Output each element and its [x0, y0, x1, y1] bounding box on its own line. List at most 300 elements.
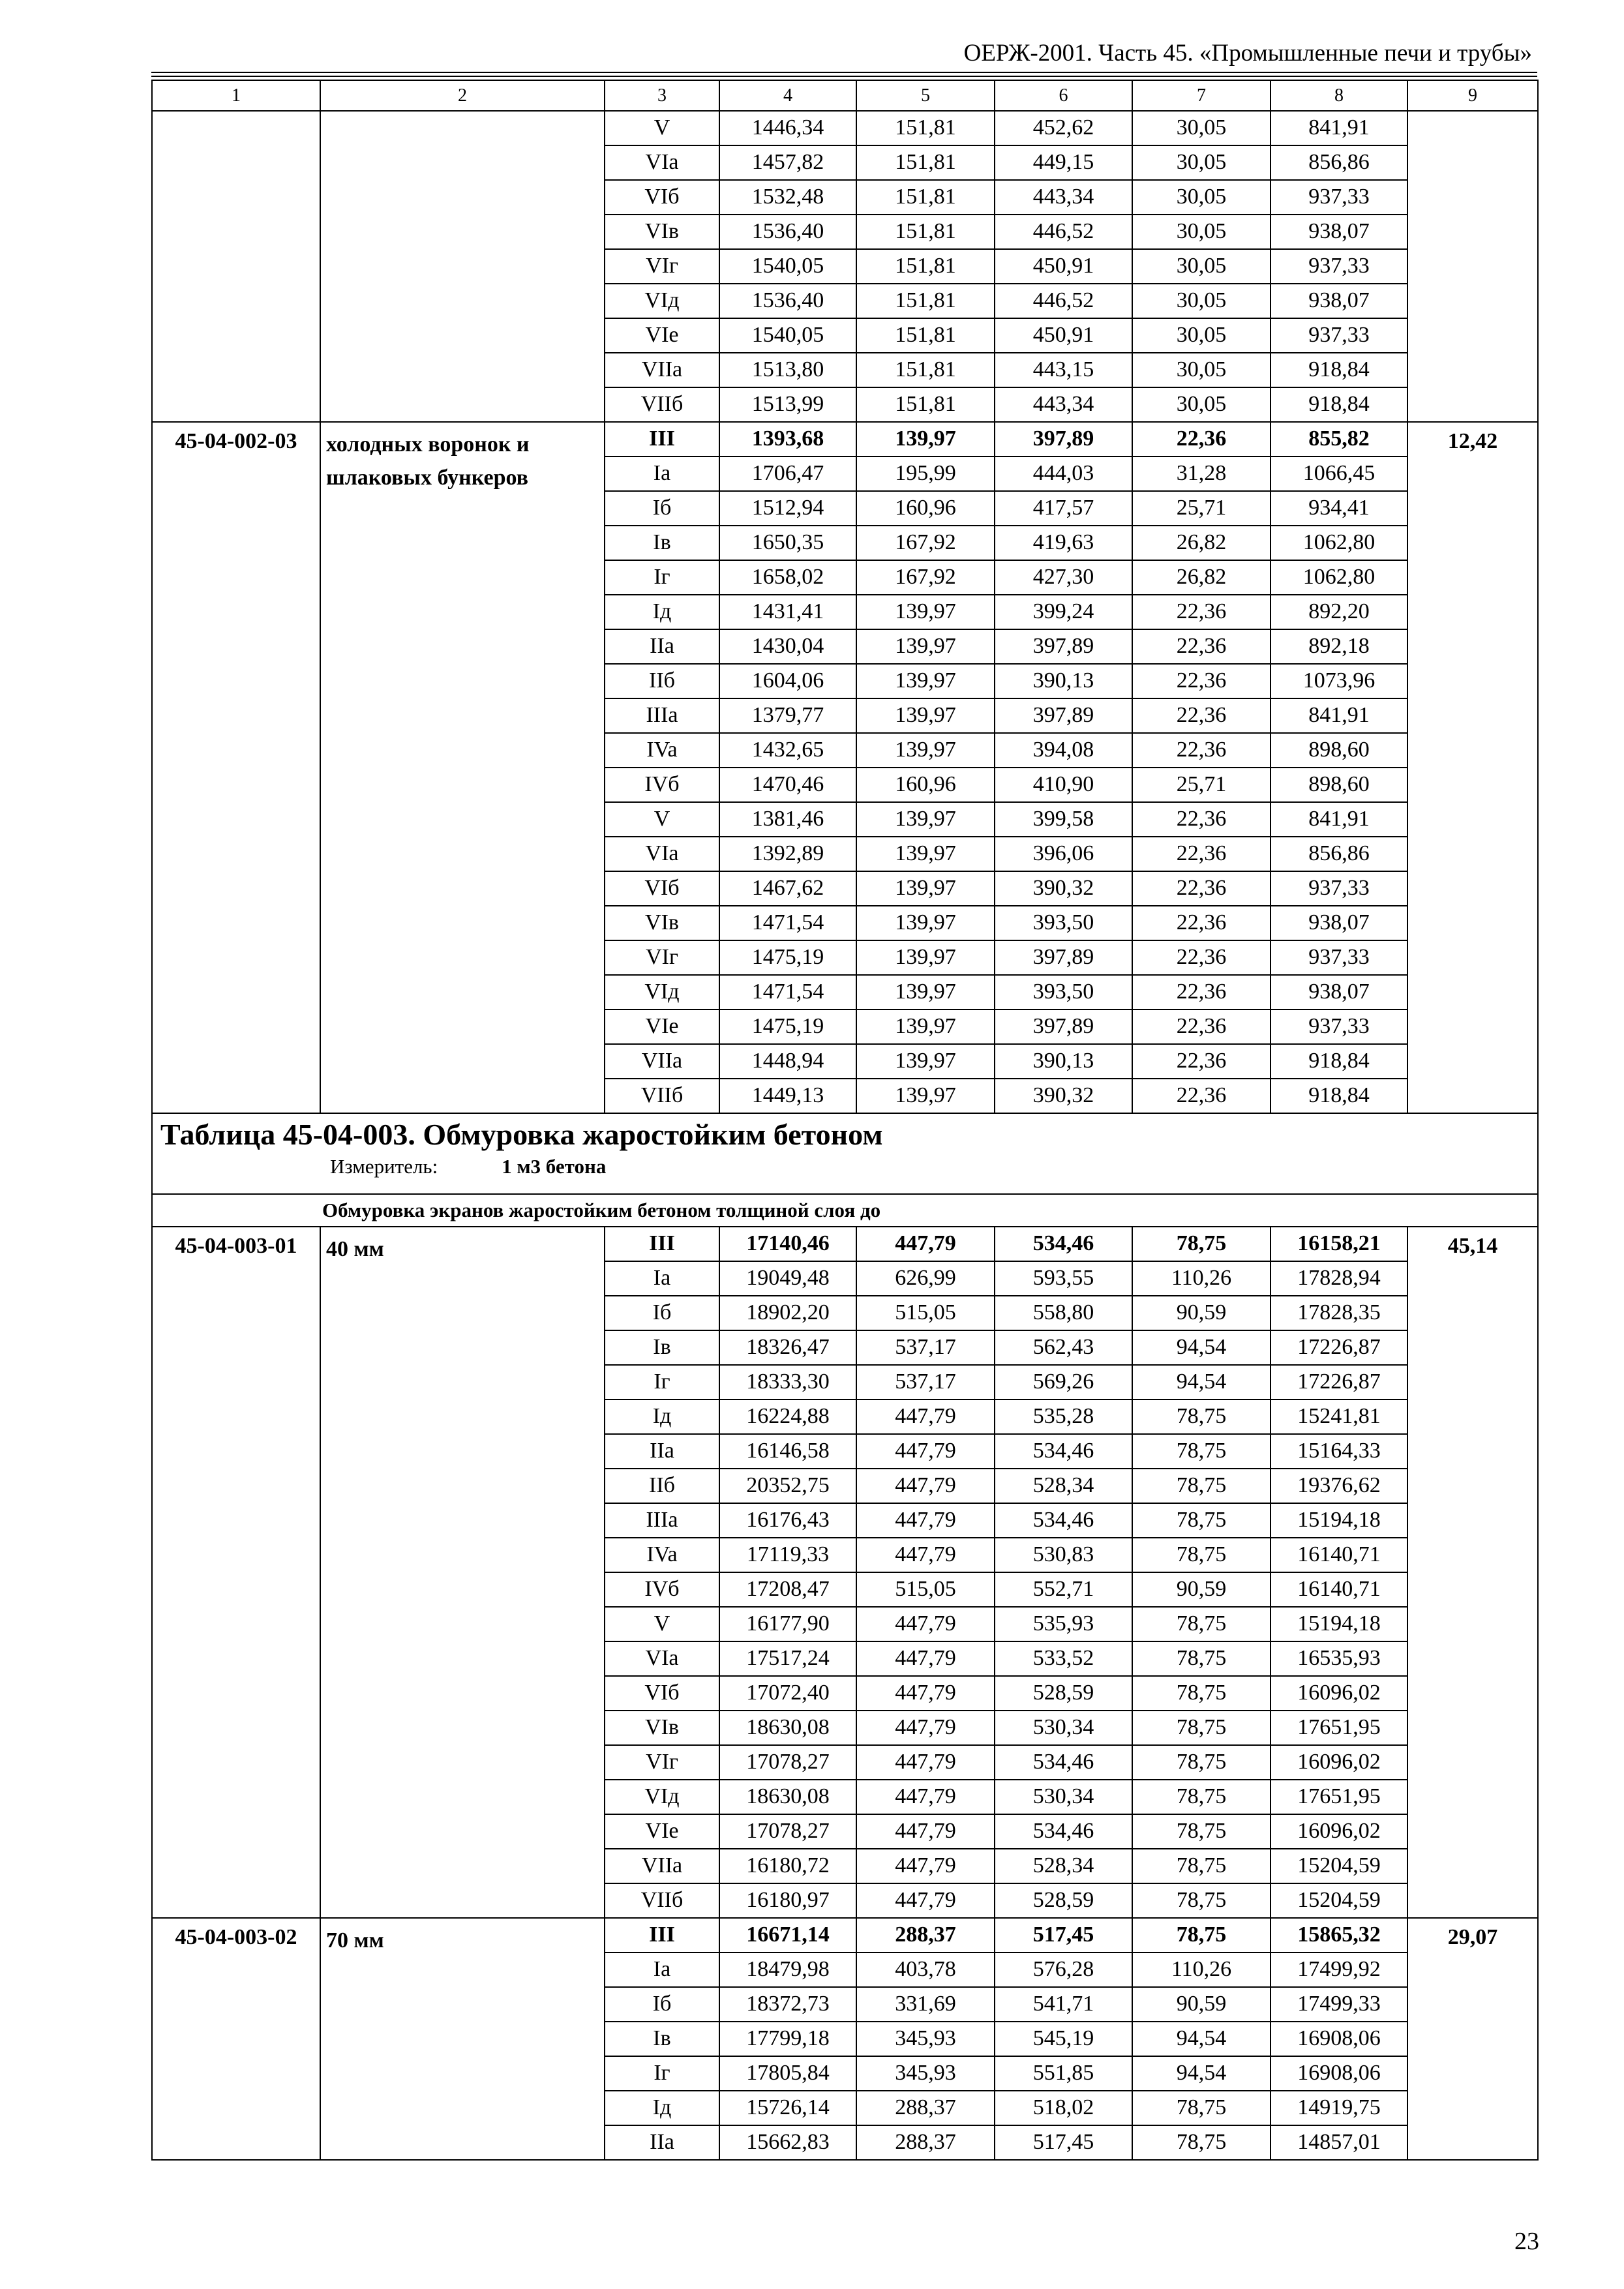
- value-cell: 447,79: [856, 1469, 995, 1503]
- zone-cell: Iг: [605, 560, 719, 595]
- zone-cell: V: [605, 111, 719, 145]
- value-cell: 30,05: [1132, 284, 1271, 318]
- value-cell: 447,79: [856, 1538, 995, 1572]
- value-cell: 1467,62: [719, 871, 856, 906]
- value-cell: 14857,01: [1271, 2125, 1407, 2160]
- value-cell: 396,06: [995, 837, 1132, 871]
- value-cell: 1475,19: [719, 940, 856, 975]
- value-cell: 15241,81: [1271, 1399, 1407, 1434]
- value-cell: 1073,96: [1271, 664, 1407, 698]
- value-cell: 515,05: [856, 1572, 995, 1607]
- value-cell: 16140,71: [1271, 1572, 1407, 1607]
- value-cell: 30,05: [1132, 318, 1271, 353]
- value-cell: 533,52: [995, 1641, 1132, 1676]
- value-cell: 345,93: [856, 2056, 995, 2091]
- value-cell: 78,75: [1132, 1849, 1271, 1883]
- value-cell: 288,37: [856, 2091, 995, 2125]
- value-cell: 447,79: [856, 1883, 995, 1918]
- value-cell: 78,75: [1132, 1641, 1271, 1676]
- zone-cell: IIб: [605, 664, 719, 698]
- value-cell: 16176,43: [719, 1503, 856, 1538]
- zone-cell: VIд: [605, 975, 719, 1010]
- value-cell: 535,28: [995, 1399, 1132, 1434]
- table-row: [152, 1918, 1538, 1952]
- group-heading-row: [152, 1194, 1538, 1227]
- value-cell: 1393,68: [719, 422, 856, 456]
- value-cell: 25,71: [1132, 768, 1271, 802]
- value-cell: 30,05: [1132, 215, 1271, 249]
- column-number: 7: [1132, 80, 1271, 111]
- value-cell: 26,82: [1132, 526, 1271, 560]
- value-cell: 447,79: [856, 1434, 995, 1469]
- zone-cell: VIд: [605, 284, 719, 318]
- value-cell: 390,13: [995, 664, 1132, 698]
- value-cell: 1062,80: [1271, 526, 1407, 560]
- value-cell: 22,36: [1132, 975, 1271, 1010]
- value-cell: 534,46: [995, 1227, 1132, 1261]
- value-cell: 447,79: [856, 1641, 995, 1676]
- value-cell: 1449,13: [719, 1079, 856, 1113]
- table-title-row: [152, 1113, 1538, 1194]
- value-cell: 30,05: [1132, 180, 1271, 215]
- value-cell: 17651,95: [1271, 1711, 1407, 1745]
- value-cell: 345,93: [856, 2022, 995, 2056]
- value-cell: 167,92: [856, 526, 995, 560]
- value-cell: 20352,75: [719, 1469, 856, 1503]
- value-cell: 288,37: [856, 1918, 995, 1952]
- value-cell: 151,81: [856, 111, 995, 145]
- value-cell: 569,26: [995, 1365, 1132, 1399]
- zone-cell: IVб: [605, 1572, 719, 1607]
- value-cell: 17499,92: [1271, 1952, 1407, 1987]
- value-cell: 1536,40: [719, 215, 856, 249]
- value-cell: 160,96: [856, 768, 995, 802]
- value-cell: 17226,87: [1271, 1365, 1407, 1399]
- value-cell: 528,59: [995, 1676, 1132, 1711]
- table-row: [152, 422, 1538, 456]
- value-cell: 856,86: [1271, 837, 1407, 871]
- value-cell: 16535,93: [1271, 1641, 1407, 1676]
- value-cell: 19049,48: [719, 1261, 856, 1296]
- value-cell: 78,75: [1132, 2125, 1271, 2160]
- value-cell: 22,36: [1132, 733, 1271, 768]
- zone-cell: VIв: [605, 906, 719, 940]
- value-cell: 16908,06: [1271, 2056, 1407, 2091]
- zone-cell: Iб: [605, 1987, 719, 2022]
- zone-cell: VIe: [605, 1814, 719, 1849]
- zone-cell: III: [605, 422, 719, 456]
- value-cell: 94,54: [1132, 1330, 1271, 1365]
- zone-cell: VIIa: [605, 353, 719, 387]
- value-cell: 528,59: [995, 1883, 1132, 1918]
- value-cell: 331,69: [856, 1987, 995, 2022]
- value-cell: 22,36: [1132, 1079, 1271, 1113]
- value-cell: 399,58: [995, 802, 1132, 837]
- value-cell: 562,43: [995, 1330, 1132, 1365]
- value-cell: 15726,14: [719, 2091, 856, 2125]
- rate-code: 45-04-002-03: [152, 422, 320, 1113]
- zone-cell: Iд: [605, 1399, 719, 1434]
- value-cell: 30,05: [1132, 111, 1271, 145]
- page-number: 23: [1514, 2228, 1539, 2255]
- value-cell: 30,05: [1132, 353, 1271, 387]
- value-cell: 1470,46: [719, 768, 856, 802]
- value-cell: 898,60: [1271, 733, 1407, 768]
- value-cell: 452,62: [995, 111, 1132, 145]
- value-cell: 78,75: [1132, 1503, 1271, 1538]
- value-cell: 139,97: [856, 1010, 995, 1044]
- table-title-cell: [152, 1113, 1538, 1194]
- value-cell: 288,37: [856, 2125, 995, 2160]
- value-cell: 16096,02: [1271, 1676, 1407, 1711]
- value-cell: 151,81: [856, 180, 995, 215]
- value-cell: 534,46: [995, 1814, 1132, 1849]
- value-cell: 1457,82: [719, 145, 856, 180]
- unit-value: 1 м3 бетона: [502, 1154, 607, 1178]
- value-cell: 22,36: [1132, 422, 1271, 456]
- value-cell: 1475,19: [719, 1010, 856, 1044]
- value-cell: 78,75: [1132, 1227, 1271, 1261]
- value-cell: 78,75: [1132, 1814, 1271, 1849]
- value-cell: 16158,21: [1271, 1227, 1407, 1261]
- group-heading: Обмуровка экранов жаростойким бетоном толщиной слоя до: [152, 1194, 1538, 1227]
- value-cell: 151,81: [856, 145, 995, 180]
- value-cell: 78,75: [1132, 1780, 1271, 1814]
- unit-label: Измеритель:: [330, 1154, 438, 1178]
- value-cell: 450,91: [995, 249, 1132, 284]
- value-cell: 419,63: [995, 526, 1132, 560]
- value-cell: 16096,02: [1271, 1745, 1407, 1780]
- value-cell: 517,45: [995, 1918, 1132, 1952]
- value-cell: 15662,83: [719, 2125, 856, 2160]
- value-cell: 443,34: [995, 387, 1132, 422]
- value-cell: 1536,40: [719, 284, 856, 318]
- value-cell: 397,89: [995, 940, 1132, 975]
- value-cell: 934,41: [1271, 491, 1407, 526]
- value-cell: 17072,40: [719, 1676, 856, 1711]
- value-cell: 139,97: [856, 698, 995, 733]
- value-cell: 167,92: [856, 560, 995, 595]
- value-cell: 417,57: [995, 491, 1132, 526]
- value-cell: 530,34: [995, 1711, 1132, 1745]
- labor-total: 29,07: [1407, 1918, 1538, 2160]
- value-cell: 16180,97: [719, 1883, 856, 1918]
- rates-table: [151, 80, 1539, 2161]
- rate-code: [152, 111, 320, 422]
- value-cell: 528,34: [995, 1469, 1132, 1503]
- value-cell: 1381,46: [719, 802, 856, 837]
- value-cell: 938,07: [1271, 284, 1407, 318]
- value-cell: 18902,20: [719, 1296, 856, 1330]
- value-cell: 139,97: [856, 595, 995, 629]
- zone-cell: IIб: [605, 1469, 719, 1503]
- value-cell: 139,97: [856, 1044, 995, 1079]
- zone-cell: VIIб: [605, 1079, 719, 1113]
- zone-cell: IIa: [605, 2125, 719, 2160]
- value-cell: 151,81: [856, 249, 995, 284]
- value-cell: 1379,77: [719, 698, 856, 733]
- value-cell: 552,71: [995, 1572, 1132, 1607]
- zone-cell: Ia: [605, 456, 719, 491]
- value-cell: 17651,95: [1271, 1780, 1407, 1814]
- zone-cell: VIe: [605, 1010, 719, 1044]
- value-cell: 151,81: [856, 284, 995, 318]
- value-cell: 447,79: [856, 1849, 995, 1883]
- value-cell: 139,97: [856, 664, 995, 698]
- value-cell: 15865,32: [1271, 1918, 1407, 1952]
- column-number: 3: [605, 80, 719, 111]
- value-cell: 15164,33: [1271, 1434, 1407, 1469]
- value-cell: 447,79: [856, 1227, 995, 1261]
- work-description: 70 мм: [320, 1918, 605, 2160]
- zone-cell: VIe: [605, 318, 719, 353]
- value-cell: 938,07: [1271, 215, 1407, 249]
- value-cell: 450,91: [995, 318, 1132, 353]
- rate-code: 45-04-003-01: [152, 1227, 320, 1918]
- value-cell: 447,79: [856, 1814, 995, 1849]
- value-cell: 446,52: [995, 215, 1132, 249]
- value-cell: 25,71: [1132, 491, 1271, 526]
- value-cell: 626,99: [856, 1261, 995, 1296]
- value-cell: 139,97: [856, 906, 995, 940]
- value-cell: 15194,18: [1271, 1607, 1407, 1641]
- zone-cell: VIб: [605, 180, 719, 215]
- value-cell: 427,30: [995, 560, 1132, 595]
- value-cell: 443,15: [995, 353, 1132, 387]
- value-cell: 22,36: [1132, 595, 1271, 629]
- zone-cell: VIIa: [605, 1044, 719, 1079]
- zone-cell: Ia: [605, 1952, 719, 1987]
- value-cell: 390,32: [995, 871, 1132, 906]
- zone-cell: Iб: [605, 491, 719, 526]
- value-cell: 393,50: [995, 975, 1132, 1010]
- value-cell: 444,03: [995, 456, 1132, 491]
- value-cell: 892,20: [1271, 595, 1407, 629]
- value-cell: 1432,65: [719, 733, 856, 768]
- value-cell: 22,36: [1132, 906, 1271, 940]
- value-cell: 151,81: [856, 215, 995, 249]
- value-cell: 447,79: [856, 1711, 995, 1745]
- value-cell: 1062,80: [1271, 560, 1407, 595]
- labor-total: 12,42: [1407, 422, 1538, 1113]
- value-cell: 18326,47: [719, 1330, 856, 1365]
- value-cell: 90,59: [1132, 1987, 1271, 2022]
- value-cell: 78,75: [1132, 1434, 1271, 1469]
- zone-cell: Iд: [605, 595, 719, 629]
- value-cell: 78,75: [1132, 1399, 1271, 1434]
- value-cell: 399,24: [995, 595, 1132, 629]
- value-cell: 918,84: [1271, 1079, 1407, 1113]
- value-cell: 446,52: [995, 284, 1132, 318]
- zone-cell: VIa: [605, 837, 719, 871]
- zone-cell: VIб: [605, 871, 719, 906]
- value-cell: 518,02: [995, 2091, 1132, 2125]
- table-row: [152, 1227, 1538, 1261]
- value-cell: 918,84: [1271, 1044, 1407, 1079]
- zone-cell: VIг: [605, 1745, 719, 1780]
- value-cell: 537,17: [856, 1330, 995, 1365]
- value-cell: 443,34: [995, 180, 1132, 215]
- value-cell: 393,50: [995, 906, 1132, 940]
- value-cell: 1513,80: [719, 353, 856, 387]
- value-cell: 17226,87: [1271, 1330, 1407, 1365]
- value-cell: 938,07: [1271, 906, 1407, 940]
- zone-cell: Iв: [605, 2022, 719, 2056]
- value-cell: 94,54: [1132, 1365, 1271, 1399]
- zone-cell: VIг: [605, 940, 719, 975]
- value-cell: 139,97: [856, 837, 995, 871]
- unit-line: [330, 1156, 1537, 1178]
- value-cell: 397,89: [995, 698, 1132, 733]
- value-cell: 30,05: [1132, 145, 1271, 180]
- value-cell: 517,45: [995, 2125, 1132, 2160]
- table-row: [152, 111, 1538, 145]
- value-cell: 16908,06: [1271, 2022, 1407, 2056]
- value-cell: 17078,27: [719, 1745, 856, 1780]
- value-cell: 1471,54: [719, 975, 856, 1010]
- value-cell: 30,05: [1132, 249, 1271, 284]
- value-cell: 530,83: [995, 1538, 1132, 1572]
- value-cell: 22,36: [1132, 940, 1271, 975]
- value-cell: 17805,84: [719, 2056, 856, 2091]
- value-cell: 397,89: [995, 1010, 1132, 1044]
- value-cell: 17140,46: [719, 1227, 856, 1261]
- column-number: 5: [856, 80, 995, 111]
- value-cell: 110,26: [1132, 1952, 1271, 1987]
- header-rule: [151, 72, 1537, 73]
- value-cell: 447,79: [856, 1607, 995, 1641]
- value-cell: 841,91: [1271, 802, 1407, 837]
- value-cell: 22,36: [1132, 698, 1271, 733]
- value-cell: 447,79: [856, 1503, 995, 1538]
- value-cell: 397,89: [995, 422, 1132, 456]
- value-cell: 403,78: [856, 1952, 995, 1987]
- column-number: 1: [152, 80, 320, 111]
- value-cell: 15204,59: [1271, 1883, 1407, 1918]
- value-cell: 16180,72: [719, 1849, 856, 1883]
- value-cell: 937,33: [1271, 1010, 1407, 1044]
- value-cell: 139,97: [856, 1079, 995, 1113]
- value-cell: 90,59: [1132, 1572, 1271, 1607]
- value-cell: 17799,18: [719, 2022, 856, 2056]
- header-rule-secondary: [151, 76, 1537, 77]
- zone-cell: VIa: [605, 1641, 719, 1676]
- value-cell: 22,36: [1132, 1044, 1271, 1079]
- value-cell: 15194,18: [1271, 1503, 1407, 1538]
- value-cell: 447,79: [856, 1676, 995, 1711]
- value-cell: 410,90: [995, 768, 1132, 802]
- value-cell: 937,33: [1271, 940, 1407, 975]
- value-cell: 78,75: [1132, 1607, 1271, 1641]
- value-cell: 139,97: [856, 975, 995, 1010]
- zone-cell: VIIa: [605, 1849, 719, 1883]
- value-cell: 18630,08: [719, 1711, 856, 1745]
- value-cell: 530,34: [995, 1780, 1132, 1814]
- value-cell: 937,33: [1271, 871, 1407, 906]
- zone-cell: IIIa: [605, 1503, 719, 1538]
- value-cell: 1392,89: [719, 837, 856, 871]
- value-cell: 1448,94: [719, 1044, 856, 1079]
- value-cell: 390,13: [995, 1044, 1132, 1079]
- value-cell: 195,99: [856, 456, 995, 491]
- zone-cell: Iг: [605, 1365, 719, 1399]
- value-cell: 16096,02: [1271, 1814, 1407, 1849]
- value-cell: 16146,58: [719, 1434, 856, 1469]
- labor-total: 45,14: [1407, 1227, 1538, 1918]
- value-cell: 537,17: [856, 1365, 995, 1399]
- zone-cell: VIa: [605, 145, 719, 180]
- value-cell: 78,75: [1132, 1676, 1271, 1711]
- value-cell: 78,75: [1132, 2091, 1271, 2125]
- zone-cell: IIa: [605, 1434, 719, 1469]
- value-cell: 1446,34: [719, 111, 856, 145]
- value-cell: 151,81: [856, 387, 995, 422]
- zone-cell: VIIб: [605, 1883, 719, 1918]
- value-cell: 1066,45: [1271, 456, 1407, 491]
- zone-cell: V: [605, 1607, 719, 1641]
- value-cell: 17828,35: [1271, 1296, 1407, 1330]
- value-cell: 78,75: [1132, 1469, 1271, 1503]
- value-cell: 94,54: [1132, 2056, 1271, 2091]
- value-cell: 937,33: [1271, 249, 1407, 284]
- value-cell: 541,71: [995, 1987, 1132, 2022]
- column-number-row: [152, 80, 1538, 111]
- zone-cell: VIв: [605, 1711, 719, 1745]
- zone-cell: Iд: [605, 2091, 719, 2125]
- value-cell: 139,97: [856, 422, 995, 456]
- zone-cell: VIб: [605, 1676, 719, 1711]
- value-cell: 31,28: [1132, 456, 1271, 491]
- value-cell: 18479,98: [719, 1952, 856, 1987]
- zone-cell: VIд: [605, 1780, 719, 1814]
- zone-cell: III: [605, 1227, 719, 1261]
- value-cell: 390,32: [995, 1079, 1132, 1113]
- value-cell: 151,81: [856, 353, 995, 387]
- value-cell: 855,82: [1271, 422, 1407, 456]
- value-cell: 1430,04: [719, 629, 856, 664]
- value-cell: 447,79: [856, 1780, 995, 1814]
- value-cell: 22,36: [1132, 837, 1271, 871]
- table-title: Таблица 45-04-003. Обмуровка жаростойким бетоном: [160, 1118, 883, 1151]
- value-cell: 160,96: [856, 491, 995, 526]
- value-cell: 16177,90: [719, 1607, 856, 1641]
- value-cell: 17517,24: [719, 1641, 856, 1676]
- value-cell: 17499,33: [1271, 1987, 1407, 2022]
- value-cell: 22,36: [1132, 1010, 1271, 1044]
- running-header: [151, 38, 1537, 72]
- value-cell: 22,36: [1132, 871, 1271, 906]
- value-cell: 1431,41: [719, 595, 856, 629]
- zone-cell: Iб: [605, 1296, 719, 1330]
- value-cell: 151,81: [856, 318, 995, 353]
- column-number: 2: [320, 80, 605, 111]
- work-description: 40 мм: [320, 1227, 605, 1918]
- zone-cell: Iг: [605, 2056, 719, 2091]
- value-cell: 139,97: [856, 802, 995, 837]
- value-cell: 17078,27: [719, 1814, 856, 1849]
- zone-cell: VIв: [605, 215, 719, 249]
- value-cell: 17119,33: [719, 1538, 856, 1572]
- column-number: 6: [995, 80, 1132, 111]
- zone-cell: V: [605, 802, 719, 837]
- value-cell: 16224,88: [719, 1399, 856, 1434]
- value-cell: 534,46: [995, 1745, 1132, 1780]
- value-cell: 1540,05: [719, 249, 856, 284]
- value-cell: 449,15: [995, 145, 1132, 180]
- value-cell: 110,26: [1132, 1261, 1271, 1296]
- value-cell: 938,07: [1271, 975, 1407, 1010]
- column-number: 4: [719, 80, 856, 111]
